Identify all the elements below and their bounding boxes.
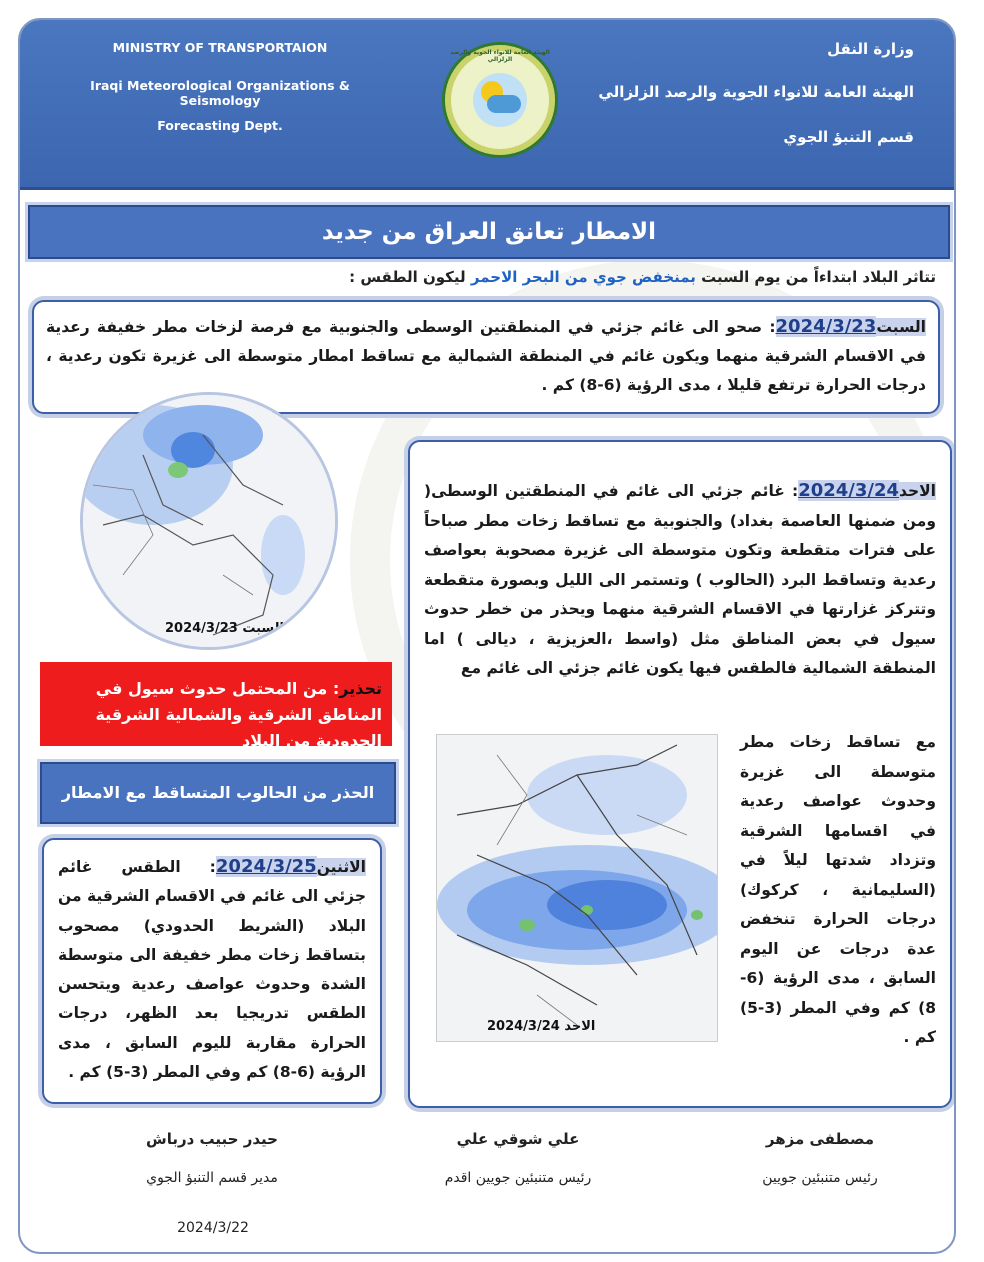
intro-highlight: بمنخفض جوي من البحر الاحمر [470, 268, 696, 286]
hail-warning: الحذر من الحالوب المتساقط مع الامطار [40, 762, 396, 824]
saturday-radar-map [80, 392, 338, 650]
signature-3-role: مدير قسم التنبؤ الجوي [146, 1170, 278, 1186]
organization-ar: الهيئة العامة للانواء الجوية والرصد الزلزالي [598, 83, 914, 101]
monday-forecast [42, 838, 382, 1104]
header-banner [20, 20, 954, 190]
monday-day: الاثنين [316, 858, 366, 876]
signature-2-role: رئيس متنبئين جويين اقدم [444, 1170, 592, 1186]
flood-alert [40, 662, 392, 750]
organization-logo [442, 42, 558, 158]
intro-part1: تتاثر البلاد ابتداءاً من يوم السبت [695, 268, 936, 286]
ministry-en: MINISTRY OF TRANSPORTAION [112, 40, 328, 55]
sunday-text-block [424, 476, 936, 684]
cloud-icon [487, 95, 521, 113]
page-title: الامطار تعانق العراق من جديد [28, 205, 950, 259]
sunday-text-continued: مع تساقط زخات مطر متوسطة الى غزيرة وحدوث عواصف رعدية في اقسامها الشرقية وتزداد شدتها ليلاً في (السليمانية ، كركوك) درجات الحرارة تنخفض عدة درجات عن اليوم السابق ، مدى الرؤية (6-8) كم وفي المطر (3-5) كم . [740, 733, 936, 1046]
signature-3 [92, 1130, 332, 1186]
department-ar: قسم التنبؤ الجوي [783, 128, 914, 146]
signature-1-name: مصطفى مزهر [765, 1130, 875, 1148]
alert-text: : من المحتمل حدوث سيول في المناطق الشرقية والشمالية الشرقية الحدودية من البلاد [95, 679, 382, 750]
signature-1 [700, 1130, 940, 1186]
sunday-day: الاحد [899, 482, 936, 500]
logo-text: الهيئة العامة للانواء الجوية والرصد الزلزالي [450, 49, 550, 63]
ministry-ar: وزارة النقل [827, 40, 914, 58]
intro-text [36, 268, 936, 286]
monday-date: 2024/3/25 [215, 856, 317, 877]
signature-1-role: رئيس متنبئين جويين [762, 1170, 878, 1186]
saturday-date: 2024/3/23 [775, 316, 877, 337]
department-en: Forecasting Dept. [157, 118, 283, 133]
saturday-day: السبت [876, 318, 926, 336]
intro-part2: ليكون الطقس : [349, 268, 471, 286]
monday-text: : الطقس غائم جزئي الى غائم في الاقسام الشرقية من البلاد (الشريط الحدودي) مصحوب بتساقط زخات مطر خفيفة الى متوسطة الشدة وحدوث عواصف رعدية ويتحسن الطقس تدريجيا بعد الظهر، درجات الحرارة مقاربة لليوم السابق ، مدى الرؤية (6-8) كم وفي المطر (3-5) كم . [58, 858, 366, 1082]
sunday-date: 2024/3/24 [798, 480, 900, 501]
sunday-map-label: الاحد 2024/3/24 [487, 1019, 596, 1034]
alert-tag: تحذير [339, 679, 382, 698]
organization-en: Iraqi Meteorological Organizations & Seismology [90, 78, 350, 108]
sunday-radar-map [436, 734, 718, 1042]
signature-2 [398, 1130, 638, 1186]
saturday-map-label: السبت 2024/3/23 [165, 621, 284, 636]
signature-3-name: حيدر حبيب درباش [146, 1130, 278, 1148]
forecast-page [18, 18, 956, 1254]
sunday-text: : غائم جزئي الى غائم في المنطقتين الوسطى( ومن ضمنها العاصمة بغداد) والجنوبية مع تساقط زخات مطر صباحاً على فترات متقطعة وتكون متوسطة الى غزيرة مصحوبة بعواصف رعدية وتساقط البرد (الحالوب ) وتستمر الى الليل وبصورة متقطعة وتتركز غزارتها في الاقسام الشرقية منهما ويحذر من خطر حدوث سيول في بعض المناطق مثل (واسط ،العزيزية ، ديالى ) اما المنطقة الشمالية فالطقس فيها يكون غائم جزئي الى غائم مع [424, 482, 936, 677]
saturday-text: : صحو الى غائم جزئي في المنطقتين الوسطى والجنوبية مع فرصة لزخات مطر خفيفة رعدية في الاقسام الشرقية منهما ويكون غائم في المنطقة الشمالية مع تساقط امطار متوسطة الى غزيرة تكون رعدية ، درجات الحرارة ترتفع قليلا ، مدى الرؤية (6-8) كم . [46, 318, 926, 394]
sign-date: 2024/3/22 [177, 1220, 249, 1236]
signature-2-name: علي شوقي علي [456, 1130, 580, 1148]
